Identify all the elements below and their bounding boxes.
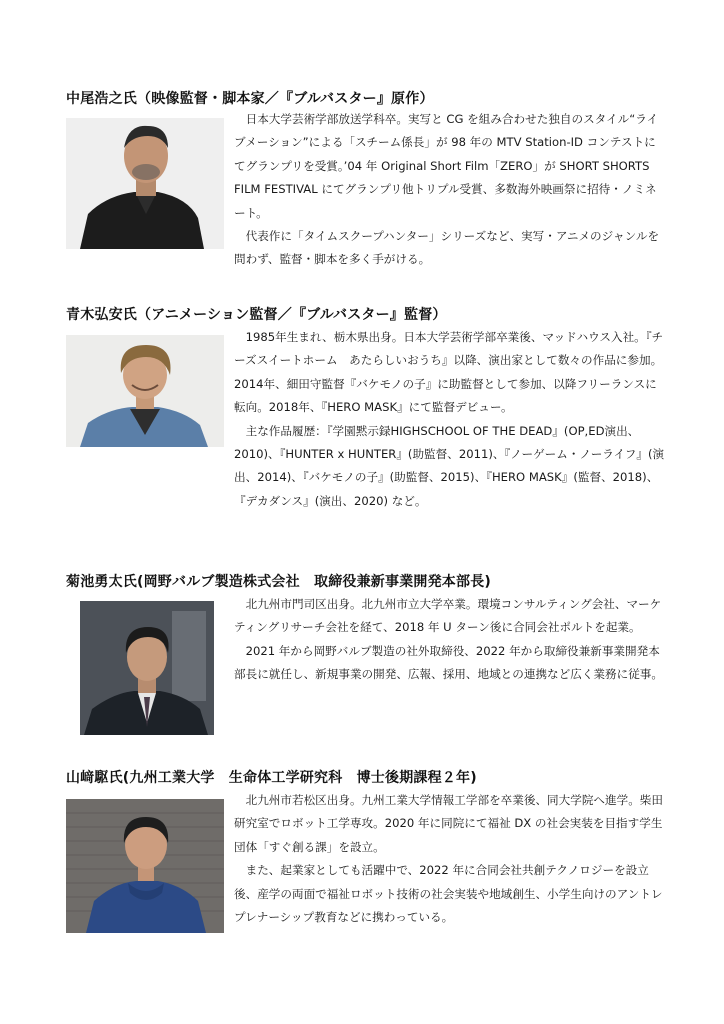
profile-bio bbox=[234, 108, 666, 272]
profile-name: 中尾浩之氏（映像監督・脚本家／『ブルバスター』原作） bbox=[66, 91, 434, 107]
portrait-photo bbox=[66, 799, 224, 933]
profile-name: 青木弘安氏（アニメーション監督／『ブルバスター』監督） bbox=[66, 307, 447, 323]
bio-paragraph: 2021 年から岡野バルブ製造の社外取締役、2022 年から取締役兼新事業開発本部長に就任し、新規事業の開発、広報、採用、地域との連携など広く業務に従事。 bbox=[234, 643, 663, 682]
portrait-photo bbox=[66, 335, 224, 447]
profile-bio bbox=[234, 789, 666, 929]
profile-bio bbox=[234, 326, 666, 513]
profile-name: 菊池勇太氏(岡野バルブ製造株式会社 取締役兼新事業開発本部長) bbox=[66, 574, 491, 590]
profile-bio bbox=[234, 593, 666, 687]
profile-name: 山﨑駆氏(九州工業大学 生命体工学研究科 博士後期課程２年) bbox=[66, 770, 477, 786]
portrait-photo bbox=[66, 118, 224, 249]
bio-paragraph: また、起業家としても活躍中で、2022 年に合同会社共創テクノロジーを設立後、産学の両面で福祉ロボット技術の社会実装や地域創生、小学生向けのアントレプレナーシップ教育などに携わっている。 bbox=[234, 863, 663, 925]
bio-paragraph: 代表作に「タイムスクープハンター」シリーズなど、実写・アニメのジャンルを問わず、監督・脚本を多く手がける。 bbox=[234, 229, 660, 267]
bio-paragraph: 北九州市若松区出身。九州工業大学情報工学部を卒業後、同大学院へ進学。柴田研究室でロボット工学専攻。2020 年に同院にて福祉 DX の社会実装を目指す学生団体「すぐ創る課」を設立。 bbox=[234, 793, 663, 854]
bio-paragraph: 1985年生まれ、栃木県出身。日本大学芸術学部卒業後、マッドハウス入社。『チーズスイートホーム あたらしいおうち』以降、演出家として数々の作品に参加。2014年、細田守監督『バケモノの子』に助監督として参加、以降フリーランスに転向。2018年、『HERO MASK』にて監督デビュー。 bbox=[234, 330, 664, 415]
bio-paragraph: 北九州市門司区出身。北九州市立大学卒業。環境コンサルティング会社、マーケティングリサーチ会社を経て、2018 年 U ターン後に合同会社ポルトを起業。 bbox=[234, 597, 662, 635]
bio-paragraph: 日本大学芸術学部放送学科卒。実写と CG を組み合わせた独自のスタイル“ライブメーション”による「スチーム係長」が 98 年の MTV Station-ID コンテストにてグランプリを受賞。’04 年 Original Short Film「ZERO」が SHORT SHORTS FILM FESTIVAL にてグランプリ他トリプル受賞、多数海外映画祭に招待・ノミネート。 bbox=[234, 112, 659, 220]
portrait-photo bbox=[80, 601, 214, 735]
bio-paragraph: 主な作品履歴：『学園黙示録HIGHSCHOOL OF THE DEAD』(OP,ED演出、2010)、『HUNTER x HUNTER』(助監督、2011)、『ノーゲーム・ノーライフ』(演出、2014)、『バケモノの子』(助監督、2015)、『HERO MASK』(監督、2018)、『デカダンス』(演出、2020) など。 bbox=[234, 423, 665, 508]
